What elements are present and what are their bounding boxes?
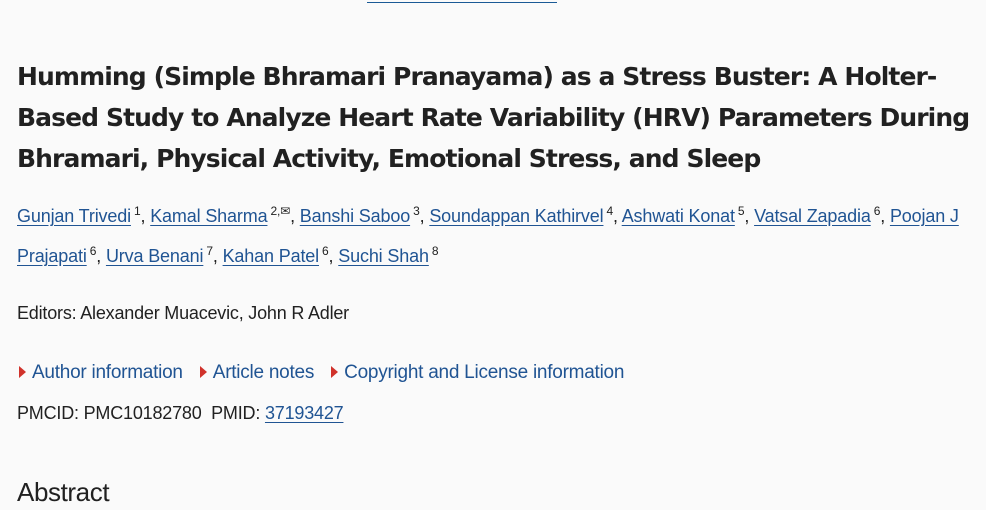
pmcid-label: PMCID:: [17, 403, 79, 423]
expand-triangle-icon: [19, 366, 26, 378]
author-affiliation[interactable]: 3: [413, 204, 420, 218]
author-list: Gunjan Trivedi $^1$, Kamal Sharma $^{2,✉}$, Banshi Saboo $^3$, Soundappan Kathirvel $^4$, Ashwati Konat $^5$, Vatsal Zapadia $^6$, Poojan J Prajapati $^6$, Urva Benani $^7$, Kahan Patel $^6$, Suchi Shah $^8$: [17, 204, 959, 266]
author-link[interactable]: Suchi Shah: [338, 246, 429, 266]
expand-triangle-icon: [331, 366, 338, 378]
author-link[interactable]: Kamal Sharma: [150, 206, 268, 226]
author-affiliation[interactable]: 6: [89, 244, 97, 258]
author-link[interactable]: Kahan Patel: [222, 246, 320, 266]
author-link[interactable]: Ashwati Konat: [621, 206, 735, 226]
author-affiliation[interactable]: 5: [737, 204, 745, 218]
expand-triangle-icon: [200, 366, 207, 378]
article-notes-toggle[interactable]: [198, 359, 314, 387]
author-affiliation[interactable]: 2,✉: [270, 204, 291, 218]
pmcid-value: PMC10182780: [83, 403, 202, 423]
toggle-label: Copyright and License information: [344, 362, 625, 383]
copyright-license-toggle[interactable]: [329, 359, 624, 387]
toggle-label: Author information: [32, 362, 183, 383]
author-affiliation[interactable]: 1: [133, 204, 141, 218]
author-information-toggle[interactable]: [17, 359, 183, 387]
pmid-link[interactable]: 37193427: [264, 403, 344, 423]
accordion-toggles: [17, 359, 634, 387]
toggle-label: Article notes: [212, 362, 315, 383]
author-link[interactable]: Poojan J Prajapati: [17, 206, 959, 266]
abstract-heading: Abstract: [17, 477, 110, 507]
editors-line: Editors: Alexander Muacevic, John R Adler: [17, 303, 349, 323]
author-link[interactable]: Gunjan Trivedi: [17, 206, 131, 226]
author-affiliation[interactable]: 6: [322, 244, 329, 258]
cut-off-link[interactable]: [367, 0, 557, 3]
author-link[interactable]: Banshi Saboo: [299, 206, 411, 226]
author-affiliation[interactable]: 7: [206, 244, 213, 258]
pmid-label: PMID:: [211, 403, 261, 423]
article-ids: [17, 400, 343, 426]
author-link[interactable]: Vatsal Zapadia: [754, 206, 871, 226]
author-affiliation[interactable]: 6: [873, 204, 881, 218]
author-affiliation[interactable]: 8: [431, 244, 439, 258]
author-link[interactable]: Soundappan Kathirvel: [429, 206, 604, 226]
article-title: Humming (Simple Bhramari Pranayama) as a Stress Buster: A Holter-Based Study to Analyze Heart Rate Variability (HRV) Parameters During Bhramari, Physical Activity, Emotional Stress, and Sleep: [17, 62, 970, 173]
author-affiliation[interactable]: 4: [606, 204, 613, 218]
author-link[interactable]: Urva Benani: [105, 246, 204, 266]
